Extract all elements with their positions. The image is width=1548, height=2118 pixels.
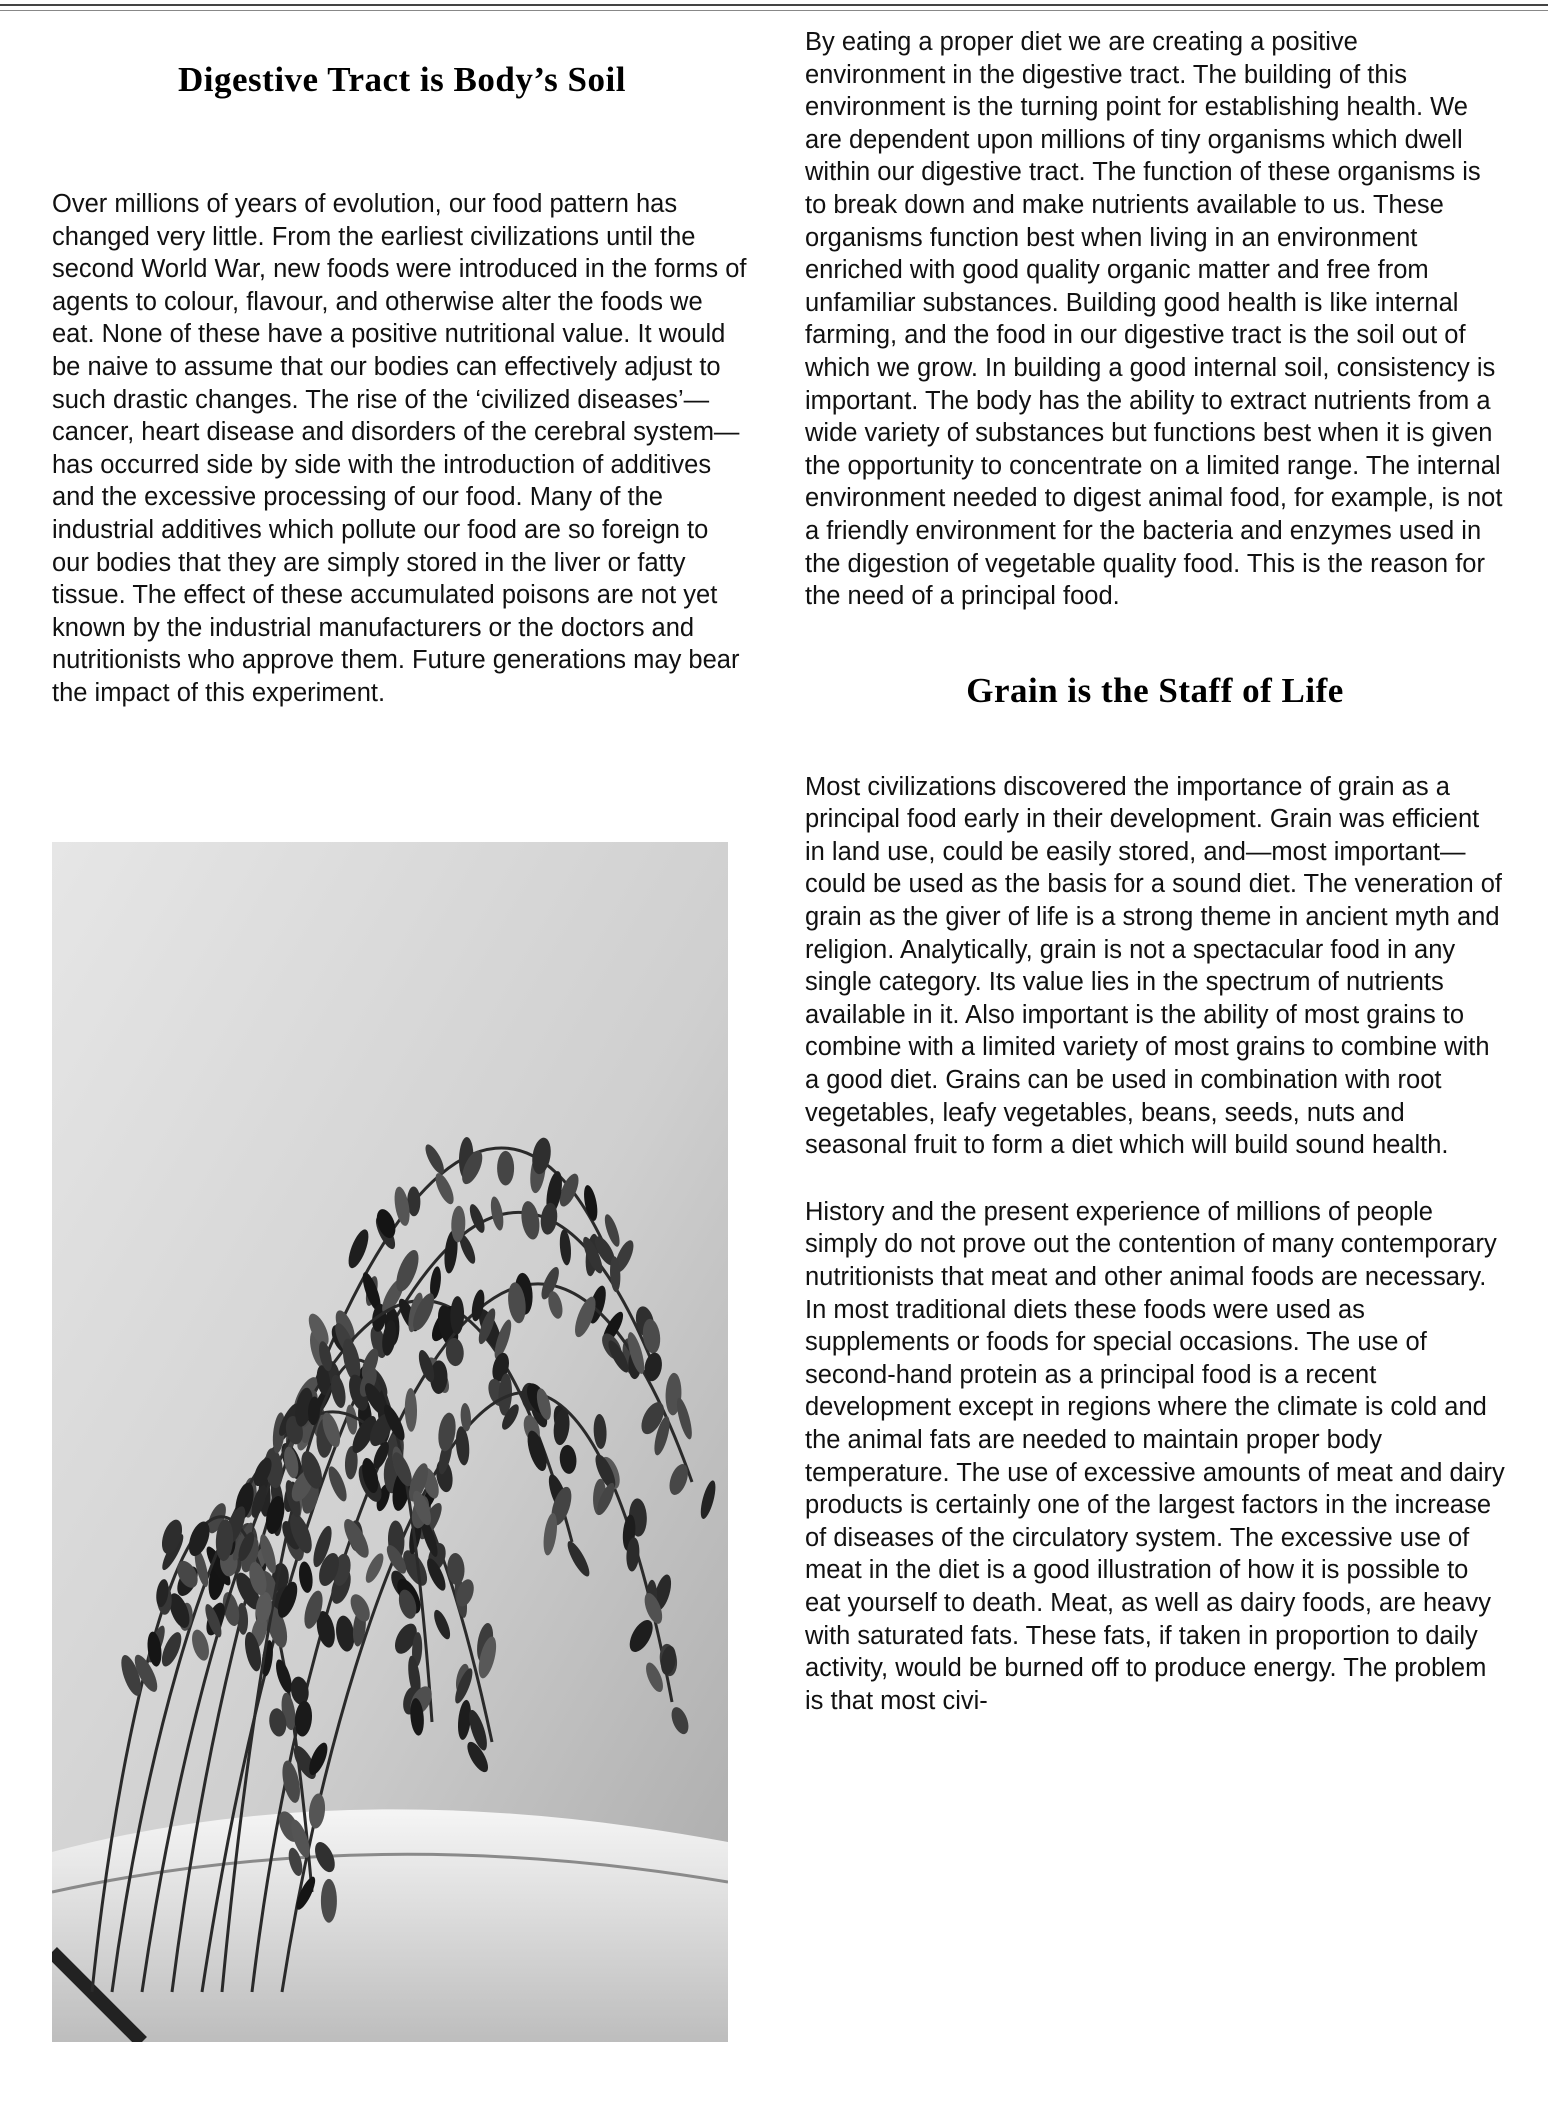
- grain-stalks-photo: [52, 842, 728, 2042]
- top-rule: [0, 4, 1548, 6]
- paragraph-history-animal-foods: History and the present experience of millions of people simply do not prove out the contention of many contemporary nutritionists that meat and other animal foods are necessary. In most traditional diets these foods were used as supplements or foods for special occasions. The use of second-hand protein as a principal food is a recent development except in regions where the climate is cold and the animal fats are needed to maintain proper body temperature. The use of excessive amounts of meat and dairy products is certainly one of the largest factors in the increase of diseases of the circulatory system. The excessive use of meat in the diet is a good illustration of how it is possible to eat yourself to death. Meat, as well as dairy foods, are heavy with saturated fats. These fats, if taken in proportion to daily activity, would be burned off to produce energy. The problem is that most civi-: [805, 1197, 1505, 1715]
- paragraph-grain-principal-food: Most civilizations discovered the importance of grain as a principal food early in their development. Grain was efficient in land use, could be easily stored, and—most important—could be used as the basis for a sound diet. The veneration of grain as the giver of life is a strong theme in ancient myth and religion. Analytically, grain is not a spectacular food in any single category. Its value lies in the spectrum of nutrients available in it. Also important is the ability of most grains to combine with a limited variety of most grains to combine with a good diet. Grains can be used in combination with root vegetables, leafy vegetables, beans, seeds, nuts and seasonal fruit to form a diet which will build sound health.: [805, 772, 1502, 1160]
- left-column: [52, 60, 752, 710]
- top-rule-thin: [0, 10, 1548, 11]
- grain-stalks-illustration: [52, 842, 728, 2042]
- paragraph-evolution: Over millions of years of evolution, our food pattern has changed very little. From the earliest civilizations until the second World War, new foods were introduced in the forms of agents to colour, flavour, and otherwise alter the foods we eat. None of these have a positive nutritional value. It would be naive to assume that our bodies can effectively adjust to such drastic changes. The rise of the ‘civilized diseases’—cancer, heart disease and disorders of the cerebral system—has occurred side by side with the introduction of additives and the excessive processing of our food. Many of the industrial additives which pollute our food are so foreign to our bodies that they are simply stored in the liver or fatty tissue. The effect of these accumulated poisons are not yet known by the industrial manufacturers or the doctors and nutritionists who approve them. Future generations may bear the impact of this experiment.: [52, 190, 747, 707]
- section-heading-grain: Grain is the Staff of Life: [966, 670, 1344, 710]
- paragraph-positive-environment: By eating a proper diet we are creating a positive environment in the digestive tract. The building of this environment is the turning point for establishing health. We are dependent upon millions of tiny organisms which dwell within our digestive tract. The function of these organisms is to break down and make nutrients available to us. These organisms function best when living in an environment enriched with good quality organic matter and free from unfamiliar substances. Building good health is like internal farming, and the food in our digestive tract is the soil out of which we grow. In building a good internal soil, consistency is important. The body has the ability to extract nutrients from a wide variety of substances but functions best when it is given the opportunity to concentrate on a limited range. The internal environment needed to digest animal food, for example, is not a friendly environment for the bacteria and enzymes used in the digestion of vegetable quality food. This is the reason for the need of a principal food.: [805, 28, 1503, 611]
- section-heading-digestive-tract: Digestive Tract is Body’s Soil: [178, 60, 626, 99]
- right-column: [805, 26, 1505, 1717]
